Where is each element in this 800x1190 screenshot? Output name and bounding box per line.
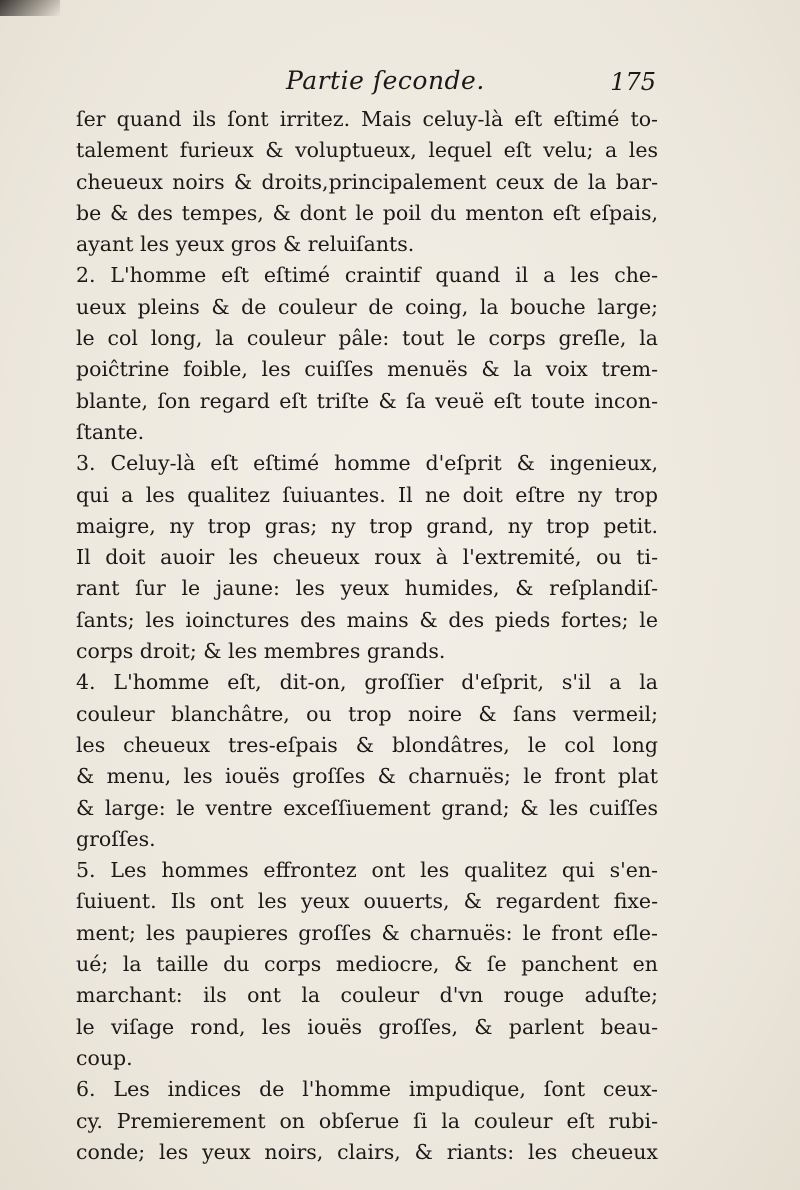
- text-line: les cheueux tres-eſpais & blondâtres, le col long: [76, 732, 658, 757]
- text-line: ſants; les ioinctures des mains & des pieds fortes; le: [76, 607, 658, 632]
- text-line: 3. Celuy-là eſt eſtimé homme d'eſprit & ingenieux,: [76, 451, 658, 476]
- text-line: corps droit; & les membres grands.: [76, 639, 446, 664]
- page-number: 175: [610, 68, 656, 96]
- text-line: talement furieux & voluptueux, lequel eſt velu; a les: [76, 138, 658, 163]
- text-line: groſſes.: [76, 826, 156, 851]
- text-line: couleur blanchâtre, ou trop noire & ſans vermeil;: [76, 701, 658, 726]
- text-line: le col long, la couleur pâle: tout le corps greſle, la: [76, 326, 658, 351]
- text-line: ayant les yeux gros & reluiſants.: [76, 232, 415, 257]
- text-line: le viſage rond, les iouës groſſes, & parlent beau-: [76, 1014, 658, 1039]
- text-line: cy. Premierement on obſerue ſi la couleur eſt rubi-: [76, 1108, 658, 1133]
- text-line: marchant: ils ont la couleur d'vn rouge aduſte;: [76, 983, 658, 1008]
- text-line: blante, ſon regard eſt triſte & ſa veuë eſt toute incon-: [76, 388, 658, 413]
- text-line: 2. L'homme eſt eſtimé craintif quand il a les che-: [76, 263, 658, 288]
- text-line: ſtante.: [76, 419, 145, 444]
- text-line: 5. Les hommes effrontez ont les qualitez qui s'en-: [76, 858, 658, 883]
- text-line: ment; les paupieres groſſes & charnuës: le front eſle-: [76, 920, 658, 945]
- text-line: rant ſur le jaune: les yeux humides, & reſplandiſ-: [76, 576, 658, 601]
- page-corner-shadow: [0, 0, 60, 16]
- text-line: Il doit auoir les cheueux roux à l'extremité, ou ti-: [76, 545, 658, 570]
- text-line: coup.: [76, 1045, 133, 1070]
- running-title: Partie ſeconde.: [286, 66, 485, 95]
- page-header: [76, 66, 656, 102]
- text-line: ſer quand ils ſont irritez. Mais celuy-là eſt eſtimé to-: [76, 107, 658, 131]
- text-line: qui a les qualitez ſuiuantes. Il ne doit eſtre ny trop: [76, 482, 658, 507]
- text-line: & menu, les iouës groſſes & charnuës; le front plat: [76, 764, 658, 789]
- text-line: poiĉtrine foible, les cuiſſes menuës & la voix trem-: [76, 357, 658, 382]
- text-line: ueux pleins & de couleur de coing, la bouche large;: [76, 294, 658, 319]
- text-line: ſuiuent. Ils ont les yeux ouuerts, & regardent fixe-: [76, 889, 658, 914]
- text-line: be & des tempes, & dont le poil du menton eſt eſpais,: [76, 200, 658, 225]
- body-text: [76, 104, 658, 1168]
- text-line: conde; les yeux noirs, clairs, & riants: les cheueux: [76, 1139, 658, 1164]
- text-line: & large: le ventre exceſſiuement grand; & les cuiſſes: [76, 795, 658, 820]
- text-line: 6. Les indices de l'homme impudique, ſont ceux-: [76, 1077, 658, 1102]
- text-line: ué; la taille du corps mediocre, & ſe panchent en: [76, 952, 658, 977]
- text-line: cheueux noirs & droits,principalement ceux de la bar-: [76, 169, 658, 194]
- text-line: maigre, ny trop gras; ny trop grand, ny trop petit.: [76, 513, 658, 538]
- text-line: 4. L'homme eſt, dit-on, groſſier d'eſprit, s'il a la: [76, 670, 658, 695]
